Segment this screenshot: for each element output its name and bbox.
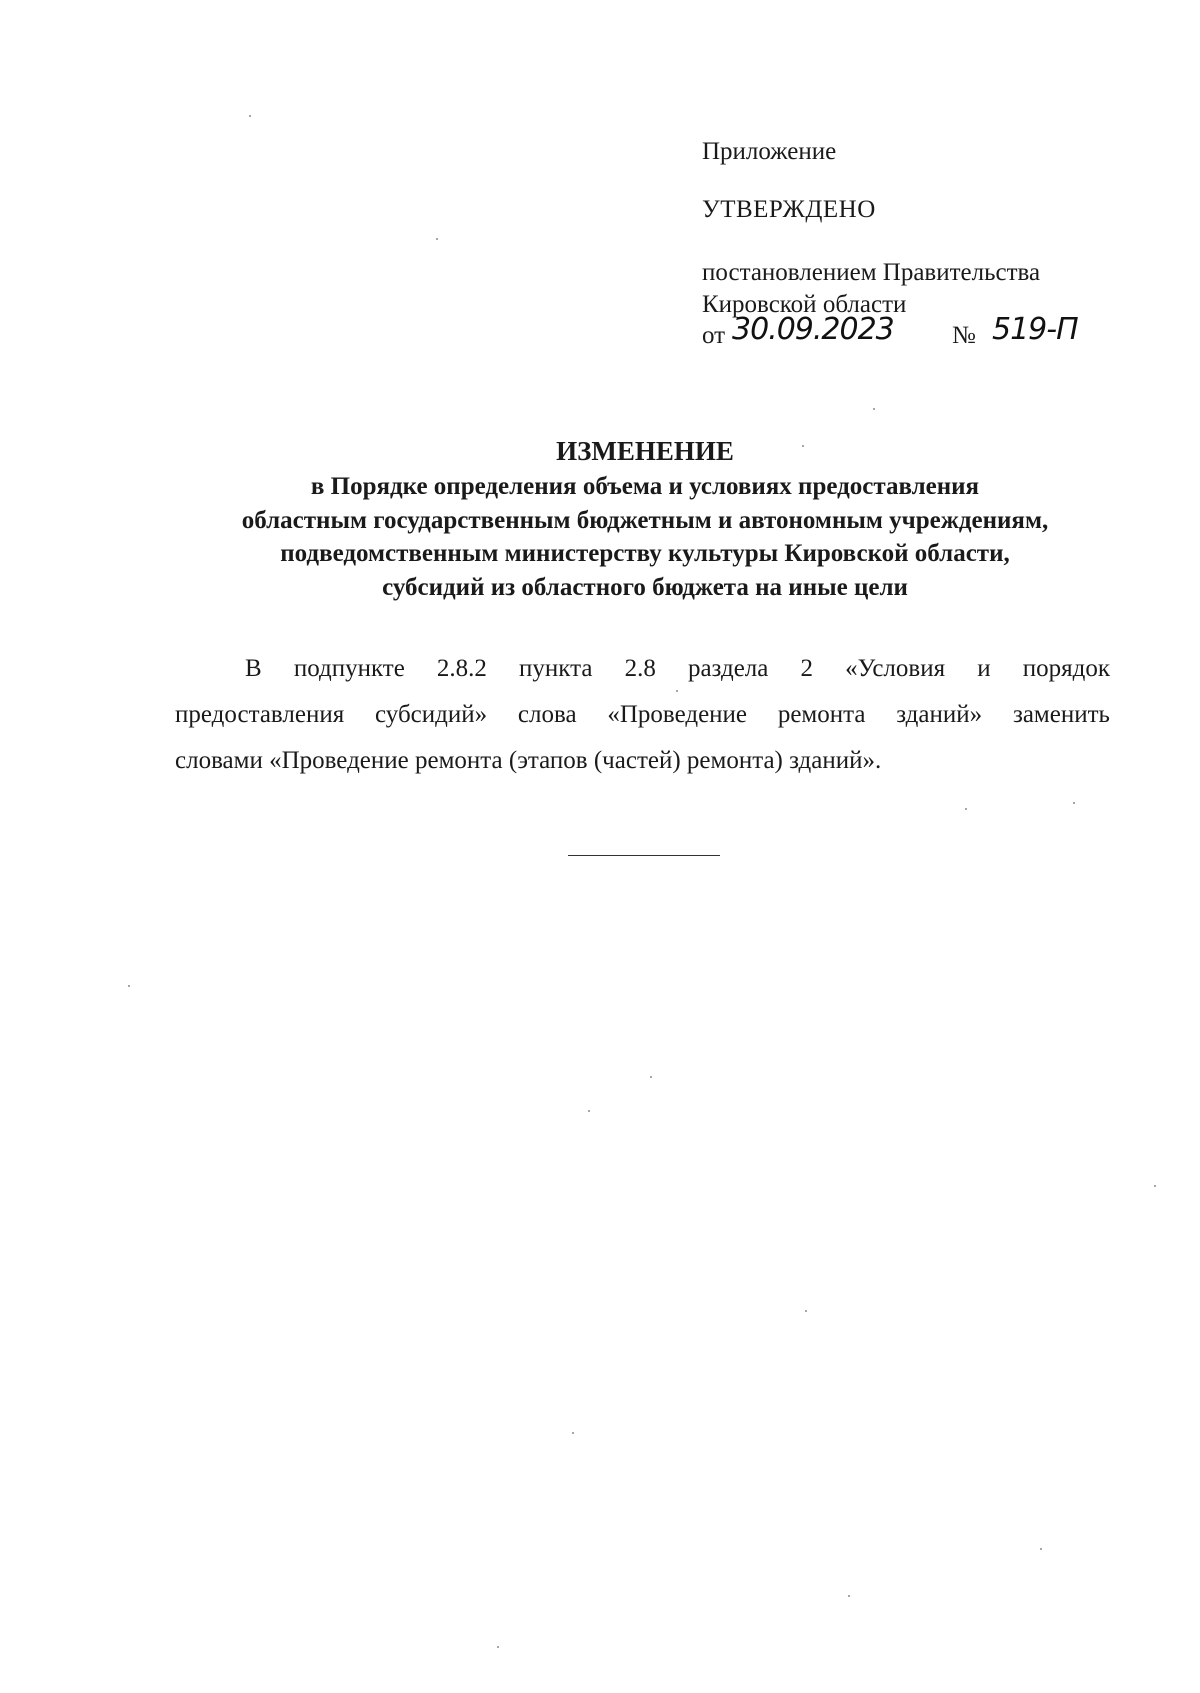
- word: субсидий»: [375, 701, 488, 728]
- scan-speck: [802, 445, 804, 447]
- word: подпункте: [293, 655, 405, 682]
- title-line-4: субсидий из областного бюджета на иные цели: [382, 573, 908, 601]
- amendment-paragraph: [175, 646, 1110, 784]
- scan-speck: [572, 1432, 574, 1434]
- from-label: от: [702, 322, 726, 349]
- date-number-row: [702, 312, 1122, 354]
- resolution-line-2: Кировской области: [702, 291, 907, 318]
- word: 2: [800, 655, 813, 682]
- paragraph-last-line: словами «Проведение ремонта (этапов (частей) ремонта) зданий».: [175, 747, 882, 774]
- word: В: [245, 655, 262, 682]
- scan-speck: [650, 1076, 652, 1078]
- scan-speck: [676, 690, 678, 692]
- scan-speck: [588, 1110, 590, 1112]
- scan-speck: [436, 238, 438, 240]
- scan-speck: [965, 808, 967, 810]
- separator-line: [568, 855, 720, 856]
- scan-speck: [805, 1310, 807, 1312]
- title-block: [100, 434, 1190, 604]
- word: зданий»: [896, 701, 983, 728]
- scan-speck: [497, 1646, 499, 1648]
- word: пункта: [519, 655, 593, 682]
- handwritten-number: 519-П: [992, 312, 1078, 347]
- word: 2.8: [624, 655, 656, 682]
- word: порядок: [1022, 655, 1110, 682]
- approval-block: [702, 136, 1122, 354]
- resolution-line-1: постановлением Правительства: [702, 259, 1041, 286]
- paragraph-line-2: [175, 692, 1110, 738]
- scan-speck: [128, 985, 130, 987]
- scan-speck: [848, 1595, 850, 1597]
- paragraph-line-1: [175, 646, 1110, 692]
- attachment-label: Приложение: [702, 138, 837, 165]
- word: слова: [517, 701, 577, 728]
- approved-label: УТВЕРЖДЕНО: [702, 196, 876, 223]
- word: «Условия: [845, 655, 946, 682]
- scan-speck: [873, 408, 875, 410]
- document-heading: ИЗМЕНЕНИЕ: [556, 436, 734, 466]
- word: 2.8.2: [436, 655, 487, 682]
- title-line-1: в Порядке определения объема и условиях предоставления: [310, 473, 980, 500]
- word: и: [977, 655, 991, 682]
- title-line-3: подведомственным министерству культуры Кировской области,: [280, 540, 1010, 567]
- scan-speck: [249, 115, 251, 117]
- title-line-2: областным государственным бюджетным и автономным учреждениям,: [241, 506, 1049, 534]
- scan-speck: [1073, 802, 1075, 804]
- scan-speck: [1040, 1548, 1042, 1550]
- number-sign: №: [952, 322, 976, 349]
- word: предоставления: [175, 701, 345, 728]
- paragraph-line-3: [175, 738, 1110, 784]
- word: «Проведение: [607, 701, 748, 728]
- word: раздела: [687, 655, 769, 682]
- word: заменить: [1012, 701, 1110, 728]
- word: ремонта: [777, 701, 866, 728]
- handwritten-date: 30.09.2023: [732, 312, 894, 347]
- scan-speck: [1154, 1185, 1156, 1187]
